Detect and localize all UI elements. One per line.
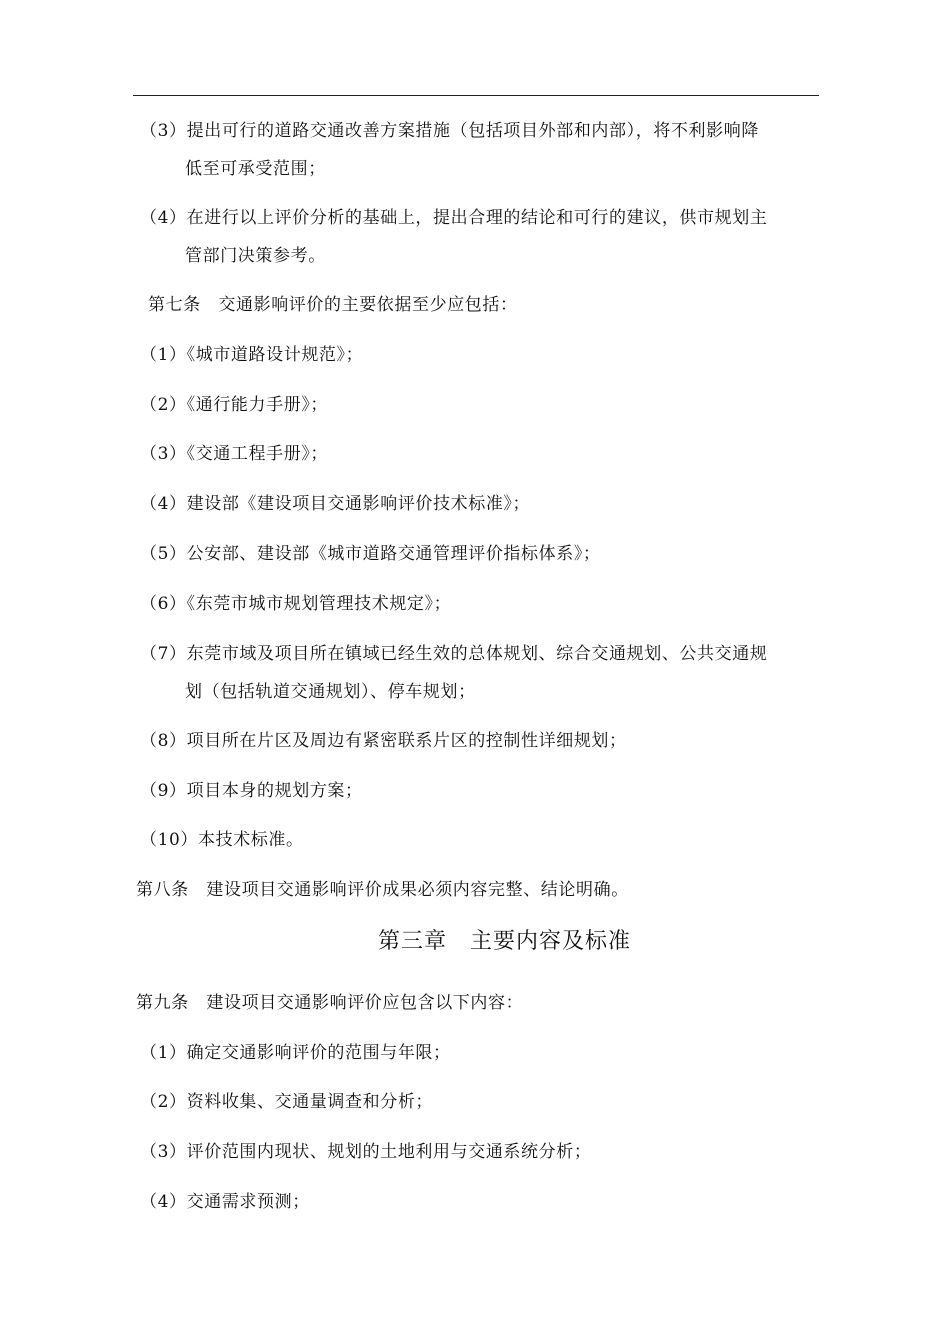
article-7-item: （4）建设部《建设项目交通影响评价技术标准》； <box>140 494 531 514</box>
item-3-line-2: 低至可承受范围； <box>185 159 326 179</box>
article-8: 第八条 建设项目交通影响评价成果必须内容完整、结论明确。 <box>136 880 629 900</box>
chapter-heading: 第三章 主要内容及标准 <box>378 929 632 954</box>
article-9-item: （3）评价范围内现状、规划的土地利用与交通系统分析； <box>140 1142 592 1162</box>
article-9-item: （1）确定交通影响评价的范围与年限； <box>140 1043 451 1063</box>
item-4-line-1: （4）在进行以上评价分析的基础上，提出合理的结论和可行的建议，供市规划主 <box>140 208 768 228</box>
header-rule <box>133 95 819 96</box>
article-9-item: （4）交通需求预测； <box>140 1192 310 1212</box>
item-4-line-2: 管部门决策参考。 <box>185 246 326 266</box>
article-7-item: （5）公安部、建设部《城市道路交通管理评价指标体系》； <box>140 544 601 564</box>
article-7-item-7-line-2: 划（包括轨道交通规划）、停车规划； <box>185 682 476 702</box>
article-7-item: （8）项目所在片区及周边有紧密联系片区的控制性详细规划； <box>140 731 627 751</box>
article-9-item: （2）资料收集、交通量调查和分析； <box>140 1092 434 1112</box>
article-7-item: （2）《通行能力手册》； <box>140 395 329 415</box>
article-7-item: （1）《城市道路设计规范》； <box>140 345 364 365</box>
article-7-heading: 第七条 交通影响评价的主要依据至少应包括： <box>148 295 518 315</box>
article-7-item: （9）项目本身的规划方案； <box>140 781 363 801</box>
article-7-item: （6）《东莞市城市规划管理技术规定》； <box>140 594 452 614</box>
article-9-heading: 第九条 建设项目交通影响评价应包含以下内容： <box>136 993 524 1013</box>
article-7-item: （10）本技术标准。 <box>140 830 304 850</box>
article-7-item-7-line-1: （7）东莞市域及项目所在镇域已经生效的总体规划、综合交通规划、公共交通规 <box>140 644 768 664</box>
item-3-line-1: （3）提出可行的道路交通改善方案措施（包括项目外部和内部），将不利影响降 <box>140 121 759 141</box>
article-7-item: （3）《交通工程手册》； <box>140 444 329 464</box>
